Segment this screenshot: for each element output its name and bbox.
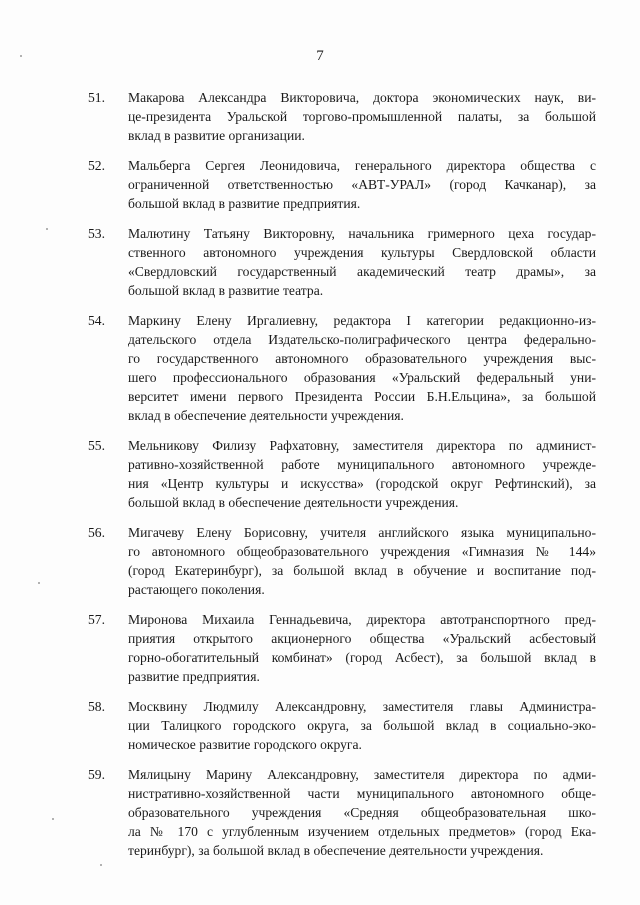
list-item-text	[128, 523, 596, 599]
text-line: ственного автономного учреждения культуры Свердловской области	[128, 245, 596, 260]
text-line: растающего поколения.	[128, 582, 265, 597]
text-line: приятия открытого акционерного общества «Уральский асбестовый	[128, 631, 596, 646]
text-line: вклад в развитие организации.	[128, 128, 305, 143]
text-line: Макарова Александра Викторовича, доктора экономических наук, ви-	[128, 90, 596, 105]
text-line: го государственного автономного образовательного учреждения выс-	[128, 351, 596, 366]
scan-speck	[100, 864, 102, 866]
list-item-number: 52.	[88, 158, 105, 173]
text-line: ративно-хозяйственной работе муниципального автономного учрежде-	[128, 457, 596, 472]
scan-speck	[38, 582, 40, 584]
text-line: го автономного общеобразовательного учреждения «Гимназия № 144»	[128, 544, 596, 559]
text-line: Мальберга Сергея Леонидовича, генерального директора общества с	[128, 158, 596, 173]
text-line: Миронова Михаила Геннадьевича, директора автотранспортного пред-	[128, 612, 596, 627]
award-list	[88, 88, 596, 871]
text-line: образовательного учреждения «Средняя общеобразовательная шко-	[128, 805, 596, 820]
text-line: ла № 170 с углубленным изучением отдельных предметов» (город Ека-	[128, 824, 596, 839]
text-line: ния «Центр культуры и искусства» (городской округ Рефтинский), за	[128, 476, 596, 491]
text-line: Мялицыну Марину Александровну, заместителя директора по адми-	[128, 767, 596, 782]
list-item-number: 51.	[88, 90, 105, 105]
list-item	[88, 436, 596, 512]
list-item-text	[128, 311, 596, 425]
list-item-number: 58.	[88, 699, 105, 714]
text-line: верситет имени первого Президента России Б.Н.Ельцина», за большой	[128, 389, 596, 404]
list-item-text	[128, 697, 596, 754]
text-line: Маркину Елену Иргалиевну, редактора I категории редакционно-из-	[128, 313, 596, 328]
text-line: Мигачеву Елену Борисовну, учителя английского языка муниципально-	[128, 525, 596, 540]
list-item	[88, 697, 596, 754]
list-item-text	[128, 224, 596, 300]
list-item-text	[128, 88, 596, 145]
text-line: теринбург), за большой вклад в обеспечение деятельности учреждения.	[128, 843, 544, 858]
text-line: развитие предприятия.	[128, 669, 260, 684]
list-item-number: 57.	[88, 612, 105, 627]
text-line: горно-обогатительный комбинат» (город Асбест), за большой вклад в	[128, 650, 596, 665]
text-line: дательского отдела Издательско-полиграфического центра федерально-	[128, 332, 596, 347]
scan-speck	[46, 228, 48, 230]
scan-speck	[52, 818, 54, 820]
text-line: це-президента Уральской торгово-промышленной палаты, за большой	[128, 109, 596, 124]
list-item	[88, 224, 596, 300]
text-line: большой вклад в обеспечение деятельности учреждения.	[128, 495, 459, 510]
text-line: Малютину Татьяну Викторовну, начальника гримерного цеха государ-	[128, 226, 596, 241]
list-item-number: 56.	[88, 525, 105, 540]
list-item-text	[128, 156, 596, 213]
text-line: вклад в обеспечение деятельности учреждения.	[128, 408, 404, 423]
list-item-number: 54.	[88, 313, 105, 328]
text-line: «Свердловский государственный академический театр драмы», за	[128, 264, 596, 279]
list-item-text	[128, 610, 596, 686]
text-line: нистративно-хозяйственной части муниципального автономного обще-	[128, 786, 596, 801]
text-line: большой вклад в развитие предприятия.	[128, 196, 361, 211]
list-item	[88, 88, 596, 145]
list-item-text	[128, 765, 596, 860]
list-item	[88, 311, 596, 425]
list-item-number: 55.	[88, 438, 105, 453]
text-line: большой вклад в развитие театра.	[128, 283, 324, 298]
text-line: номическое развитие городского округа.	[128, 737, 362, 752]
scan-speck	[20, 55, 22, 57]
text-line: шего профессионального образования «Уральский федеральный уни-	[128, 370, 596, 385]
list-item	[88, 523, 596, 599]
list-item-number: 53.	[88, 226, 105, 241]
text-line: Москвину Людмилу Александровну, заместителя главы Администра-	[128, 699, 596, 714]
text-line: ограниченной ответственностью «АВТ-УРАЛ» (город Качканар), за	[128, 177, 596, 192]
list-item	[88, 156, 596, 213]
list-item-number: 59.	[88, 767, 105, 782]
page-number: 7	[316, 48, 324, 64]
list-item	[88, 765, 596, 860]
text-line: (город Екатеринбург), за большой вклад в обучение и воспитание под-	[128, 563, 596, 578]
list-item-text	[128, 436, 596, 512]
text-line: ции Талицкого городского округа, за большой вклад в социально-эко-	[128, 718, 596, 733]
list-item	[88, 610, 596, 686]
text-line: Мельникову Филизу Рафхатовну, заместителя директора по админист-	[128, 438, 596, 453]
